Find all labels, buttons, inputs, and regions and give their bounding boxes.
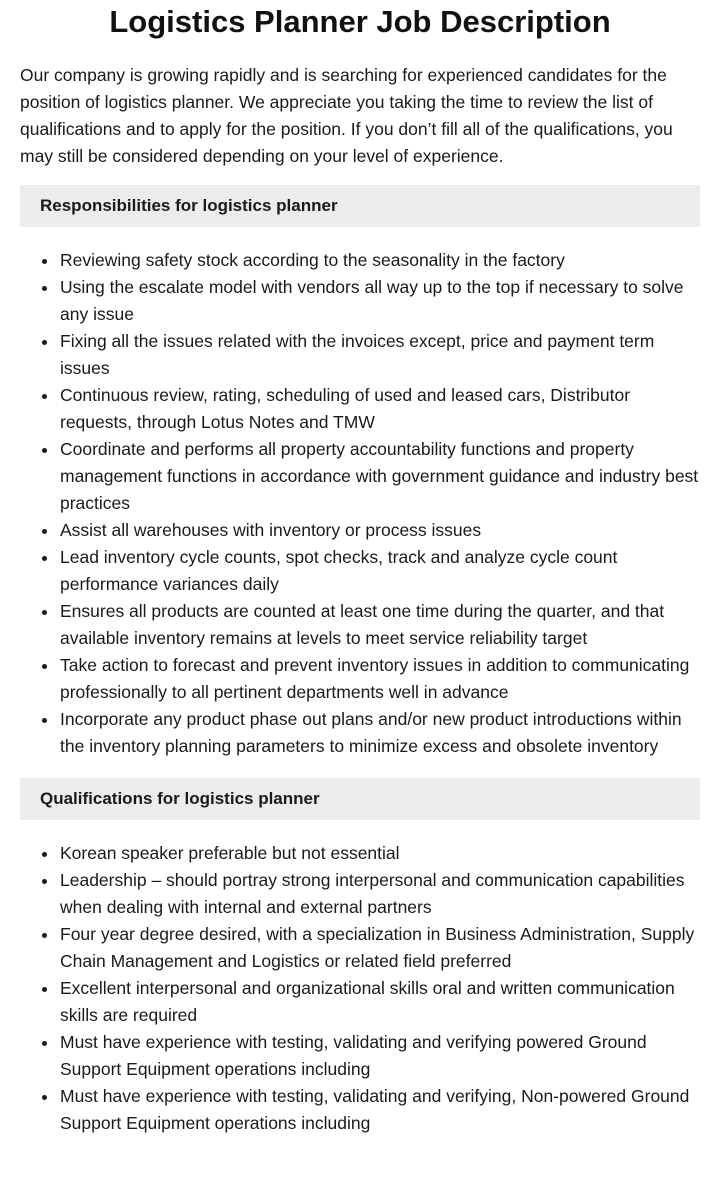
qualifications-list bbox=[20, 840, 700, 1137]
qualification-item: Korean speaker preferable but not essential bbox=[60, 840, 700, 867]
responsibilities-heading: Responsibilities for logistics planner bbox=[20, 185, 700, 227]
responsibility-item: Ensures all products are counted at least one time during the quarter, and that available inventory remains at levels to meet service reliability target bbox=[60, 598, 700, 652]
responsibility-item: Take action to forecast and prevent inventory issues in addition to communicating professionally to all pertinent departments well in advance bbox=[60, 652, 700, 706]
responsibility-item: Coordinate and performs all property accountability functions and property management functions in accordance with government guidance and industry best practices bbox=[60, 436, 700, 517]
responsibility-item: Continuous review, rating, scheduling of used and leased cars, Distributor requests, through Lotus Notes and TMW bbox=[60, 382, 700, 436]
responsibility-item: Lead inventory cycle counts, spot checks, track and analyze cycle count performance variances daily bbox=[60, 544, 700, 598]
qualifications-heading: Qualifications for logistics planner bbox=[20, 778, 700, 820]
responsibilities-list bbox=[20, 247, 700, 760]
qualification-item: Four year degree desired, with a specialization in Business Administration, Supply Chain Management and Logistics or related field preferred bbox=[60, 921, 700, 975]
qualification-item: Must have experience with testing, validating and verifying powered Ground Support Equipment operations including bbox=[60, 1029, 700, 1083]
intro-paragraph: Our company is growing rapidly and is searching for experienced candidates for the position of logistics planner. We appreciate you taking the time to review the list of qualifications and to apply for the position. If you don’t fill all of the qualifications, you may still be considered depending on your level of experience. bbox=[20, 65, 673, 166]
responsibility-item: Using the escalate model with vendors all way up to the top if necessary to solve any issue bbox=[60, 274, 700, 328]
responsibility-item: Fixing all the issues related with the invoices except, price and payment term issues bbox=[60, 328, 700, 382]
page-title: Logistics Planner Job Description bbox=[109, 4, 611, 39]
qualification-item: Excellent interpersonal and organizational skills oral and written communication skills are required bbox=[60, 975, 700, 1029]
responsibility-item: Reviewing safety stock according to the seasonality in the factory bbox=[60, 247, 700, 274]
responsibility-item: Assist all warehouses with inventory or process issues bbox=[60, 517, 700, 544]
qualification-item: Must have experience with testing, validating and verifying, Non-powered Ground Support Equipment operations including bbox=[60, 1083, 700, 1137]
qualification-item: Leadership – should portray strong interpersonal and communication capabilities when dealing with internal and external partners bbox=[60, 867, 700, 921]
responsibility-item: Incorporate any product phase out plans and/or new product introductions within the inventory planning parameters to minimize excess and obsolete inventory bbox=[60, 706, 700, 760]
